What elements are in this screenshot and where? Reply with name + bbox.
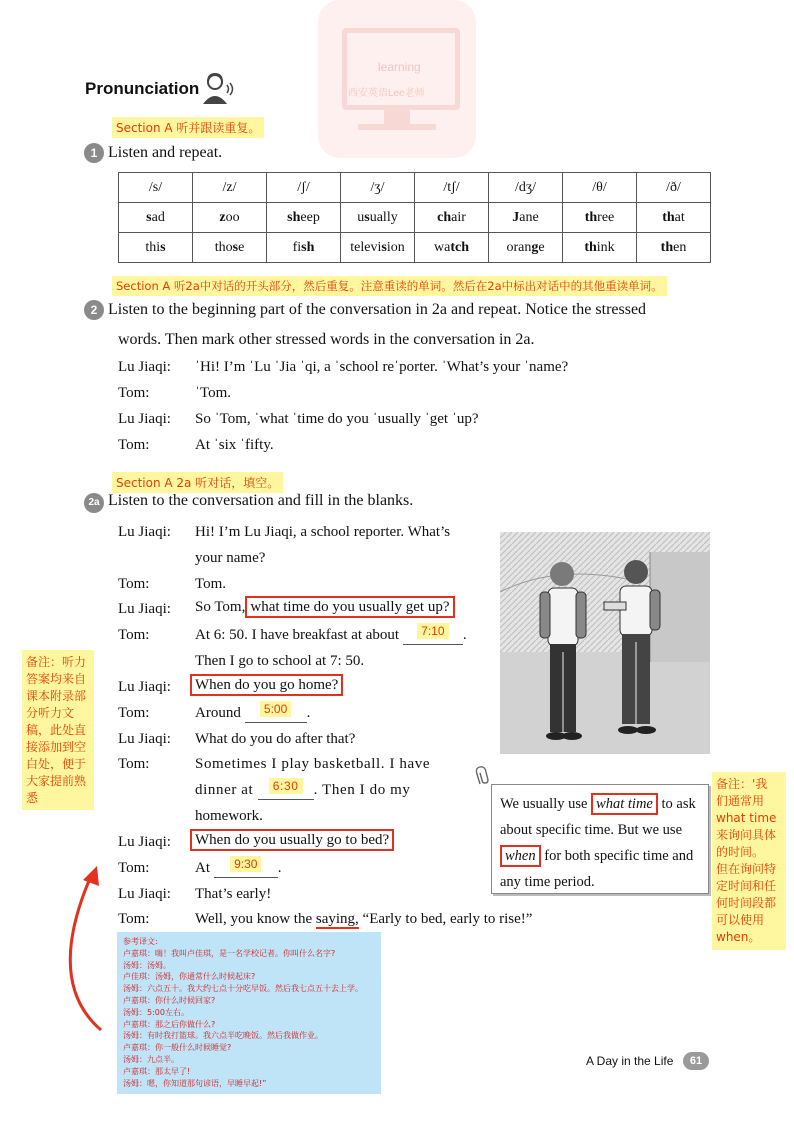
dialog-speaker: Tom: <box>118 705 150 721</box>
dialog-line: Hi! I’m Lu Jiaqi, a school reporter. What’s <box>195 524 451 540</box>
answer-blank: 5:00 <box>260 701 291 717</box>
tip-box: We usually use what time to ask about specific time. But we use when for both specific time and any time period. <box>491 784 709 894</box>
dialog-speaker: Tom: <box>118 911 150 927</box>
word-cell: sheep <box>267 203 341 233</box>
phoneme-cell: /θ/ <box>563 173 637 203</box>
phoneme-cell: /ʃ/ <box>267 173 341 203</box>
word-cell: then <box>637 233 711 263</box>
phoneme-cell: /z/ <box>193 173 267 203</box>
word-cell: watch <box>415 233 489 263</box>
dialog-line: At 6: 50. I have breakfast at about $^{7:10}$ . <box>195 624 467 643</box>
section-number-badge: 2 <box>84 300 104 320</box>
dialog-speaker: Lu Jiaqi: <box>118 886 171 902</box>
dialog-speaker: Lu Jiaqi: <box>118 731 171 747</box>
watermark-teacher: 西安英语Lee老师 <box>348 88 425 99</box>
word-cell: Jane <box>489 203 563 233</box>
word-cell: this <box>119 233 193 263</box>
dialog-speaker: Lu Jiaqi: <box>118 834 171 850</box>
table-row <box>119 233 711 263</box>
dialog-speaker: Lu Jiaqi: <box>118 679 171 695</box>
phoneme-cell: /dʒ/ <box>489 173 563 203</box>
dialog-line: Tom. <box>195 576 227 592</box>
dialog-line: What do you do after that? <box>195 731 356 747</box>
answer-blank: 7:10 <box>417 623 448 639</box>
section1-heading-text: Listen and repeat. <box>108 144 223 161</box>
dialog-speaker: Lu Jiaqi: <box>118 601 171 617</box>
word-cell: think <box>563 233 637 263</box>
dialog-speaker: Lu Jiaqi: <box>118 524 171 540</box>
highlight-box: When do you go home? <box>190 674 343 696</box>
answer-blank: 9:30 <box>230 856 261 872</box>
highlight-box: When do you usually go to bed? <box>190 829 394 851</box>
word-cell: three <box>563 203 637 233</box>
dialog-speaker: Tom: <box>118 437 150 453</box>
phoneme-cell: /ʒ/ <box>341 173 415 203</box>
word-cell: that <box>637 203 711 233</box>
dialog-line <box>190 677 343 694</box>
phoneme-cell: /s/ <box>119 173 193 203</box>
dialog-line: Sometimes I play basketball. I have <box>195 756 431 772</box>
section-number-badge: 1 <box>84 143 104 163</box>
dialog-speaker: Tom: <box>118 385 150 401</box>
dialog-line <box>190 832 394 849</box>
left-note: 备注：听力 答案均来自 课本附录部 分听力文 稿，此处直 接添加到空 白处，便于 大家提前熟 悉 <box>22 650 94 810</box>
highlight-box: what time do you usually get up? <box>245 596 454 618</box>
word-cell: orange <box>489 233 563 263</box>
section1-note: Section A 听并跟读重复。 <box>112 117 264 138</box>
word-cell: those <box>193 233 267 263</box>
section2a-heading <box>84 492 413 513</box>
watermark <box>318 0 476 158</box>
table-row <box>119 173 711 203</box>
dialog-speaker: Lu Jiaqi: <box>118 411 171 427</box>
answer-blank: 6:30 <box>269 778 303 794</box>
paperclip-icon <box>474 764 492 786</box>
footer-label: A Day in the Life <box>586 1054 674 1068</box>
section1-heading <box>84 143 222 163</box>
word-cell: usually <box>341 203 415 233</box>
keyword-box: what time <box>591 793 658 815</box>
dialog-speaker: Tom: <box>118 576 150 592</box>
dialog-line: So Tom, what time do you usually get up? <box>195 599 455 616</box>
right-note: 备注：'我 们通常用 what time 来询问具体 的时间。 但在询问特 定时间和任 何时间段都 可以使用 when。 <box>712 772 786 950</box>
table-row <box>119 203 711 233</box>
section2-heading <box>84 300 724 320</box>
illustration-two-students <box>500 532 710 754</box>
dialog-line: homework. <box>195 808 263 824</box>
translation-box: 参考译文: 卢嘉琪：嗨！我叫卢佳琪，是一名学校记者。你叫什么名字? 汤姆：汤姆。 卢佳琪：汤姆，你通常什么时候起床? 汤姆：六点五十。我大约七点十分吃早饭。然后我七点五十去上学。 卢嘉琪：你什么时候回家? 汤姆：5:00左右。 卢嘉琪：那之后你做什么? 汤姆：有时我打篮球。我六点半吃晚饭。然后我做作业。 卢嘉琪：你一般什么时候睡觉? 汤姆：九点半。 卢嘉琪：那太早了! 汤姆：嗯，你知道那句谚语，早睡早起!” <box>117 932 381 1094</box>
page-title: Pronunciation <box>85 79 200 98</box>
section-number-badge: 2a <box>84 493 104 513</box>
underlined-word: saying, <box>315 911 359 927</box>
dialog-line: Around $^{5:00}$ . <box>195 702 311 721</box>
dialog-line: At ˈsix ˈfifty. <box>195 437 274 453</box>
dialog-line: dinner at $^{6:30}$ . Then I do my <box>195 779 411 798</box>
dialog-line: At $^{9:30}$ . <box>195 857 282 876</box>
dialog-speaker: Tom: <box>118 860 150 876</box>
section2a-heading-text: Listen to the conversation and fill in the blanks. <box>108 492 414 509</box>
phoneme-cell: /tʃ/ <box>415 173 489 203</box>
section2-note: Section A 听2a中对话的开头部分，然后重复。注意重读的单词。然后在2a中标出对话中的其他重读单词。 <box>112 276 667 296</box>
dialog-line: Then I go to school at 7: 50. <box>195 653 365 669</box>
dialog-speaker: Lu Jiaqi: <box>118 359 171 375</box>
dialog-line: That’s early! <box>195 886 272 902</box>
page-number: 61 <box>683 1052 709 1070</box>
word-cell: sad <box>119 203 193 233</box>
dialog-speaker: Tom: <box>118 756 150 772</box>
headset-speaker-icon <box>200 72 236 106</box>
phoneme-cell: /ð/ <box>637 173 711 203</box>
section2a-note: Section A 2a 听对话，填空。 <box>112 472 283 493</box>
word-cell: zoo <box>193 203 267 233</box>
dialog-line: ˈHi! I’m ˈLu ˈJia ˈqi, a ˈschool reˈporter. ˈWhat’s your ˈname? <box>195 359 569 375</box>
word-cell: television <box>341 233 415 263</box>
keyword-box: when <box>500 845 541 867</box>
word-cell: fish <box>267 233 341 263</box>
red-arrow-annotation <box>55 862 115 1034</box>
dialog-line: Well, you know the saying, “Early to bed, early to rise!” <box>195 911 533 927</box>
dialog-line: your name? <box>195 550 266 566</box>
dialog-speaker: Tom: <box>118 627 150 643</box>
section2-heading-line1: Listen to the beginning part of the conversation in 2a and repeat. Notice the stressed <box>108 301 647 318</box>
dialog-line: So ˈTom, ˈwhat ˈtime do you ˈusually ˈget ˈup? <box>195 411 479 427</box>
word-cell: chair <box>415 203 489 233</box>
phoneme-table <box>118 172 711 263</box>
section2-heading-line2: words. Then mark other stressed words in the conversation in 2a. <box>118 331 535 348</box>
watermark-brand: learning <box>378 60 421 74</box>
dialog-line: ˈTom. <box>195 385 232 401</box>
